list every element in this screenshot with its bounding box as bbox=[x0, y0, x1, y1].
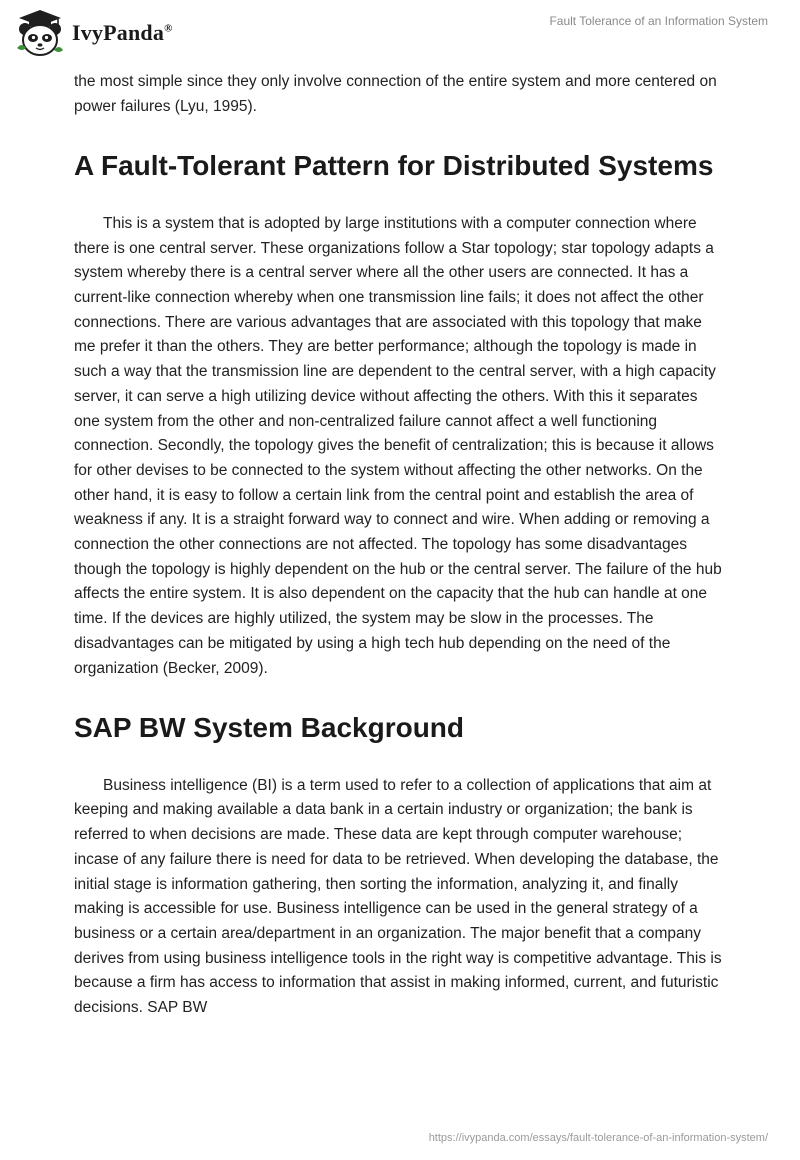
source-url[interactable]: https://ivypanda.com/essays/fault-tolerance-of-an-information-system/ bbox=[428, 1132, 768, 1144]
ivypanda-logo[interactable] bbox=[14, 8, 173, 58]
section-paragraph-sap-bw: Business intelligence (BI) is a term used to refer to a collection of applications that aim at keeping and making available a data bank in a certain industry or organization; the bank is referred to when decisions are made. These data are kept through computer warehouse; incase of any failure there is need for data to be retrieved. When developing the database, the initial stage is information gathering, then sorting the information, analyzing it, and finally making is accessible for use. Business intelligence can be used in the general strategy of a business or a certain area/department in an organization. The major benefit that a company derives from using business intelligence tools in the right way is competitive advantage. This is because a firm has access to information that assist in making informed, current, and futuristic decisions. SAP BW bbox=[74, 776, 722, 1017]
document-title: Fault Tolerance of an Information System bbox=[549, 14, 768, 28]
brand-name: IvyPanda® bbox=[72, 20, 173, 45]
section-heading-fault-tolerant-pattern: A Fault-Tolerant Pattern for Distributed Systems bbox=[74, 150, 714, 182]
page-header bbox=[0, 0, 800, 64]
panda-graduate-icon bbox=[14, 8, 66, 58]
essay-content bbox=[74, 70, 726, 1021]
intro-paragraph: the most simple since they only involve connection of the entire system and more centered on power failures (Lyu, 1995). bbox=[74, 73, 717, 115]
section-heading-sap-bw: SAP BW System Background bbox=[74, 712, 465, 744]
section-paragraph-fault-tolerant-pattern: This is a system that is adopted by large institutions with a computer connection where there is one central server. These organizations follow a Star topology; star topology adapts a system whereby there is a central server where all the other users are connected. It has a current-like connection whereby when one transmission line fails; it does not affect the other connections. There are various advantages that are associated with this topology that make me prefer it than the others. They are better performance; although the topology is made in such a way that the transmission line are dependent to the central server, with a high capacity server, it can serve a high utilizing device without affecting the others. With this it separates one system from the other and non-centralized failure cannot affect a well functioning connection. Secondly, the topology gives the benefit of centralization; this is because it allows for other devises to be connected to the system without affecting the other networks. On the other hand, it is easy to follow a certain link from the central point and establish the area of weakness if any. It is a straight forward way to connect and wire. When adding or removing a connection the other connections are not affected. The topology has some disadvantages though the topology is highly dependent on the hub or the central server. The failure of the hub affects the entire system. It is also dependent on the capacity that the hub can handle at one time. If the devices are highly utilized, the system may be slow in the processes. The disadvantages can be mitigated by using a high tech hub depending on the need of the organization (Becker, 2009). bbox=[74, 214, 722, 677]
